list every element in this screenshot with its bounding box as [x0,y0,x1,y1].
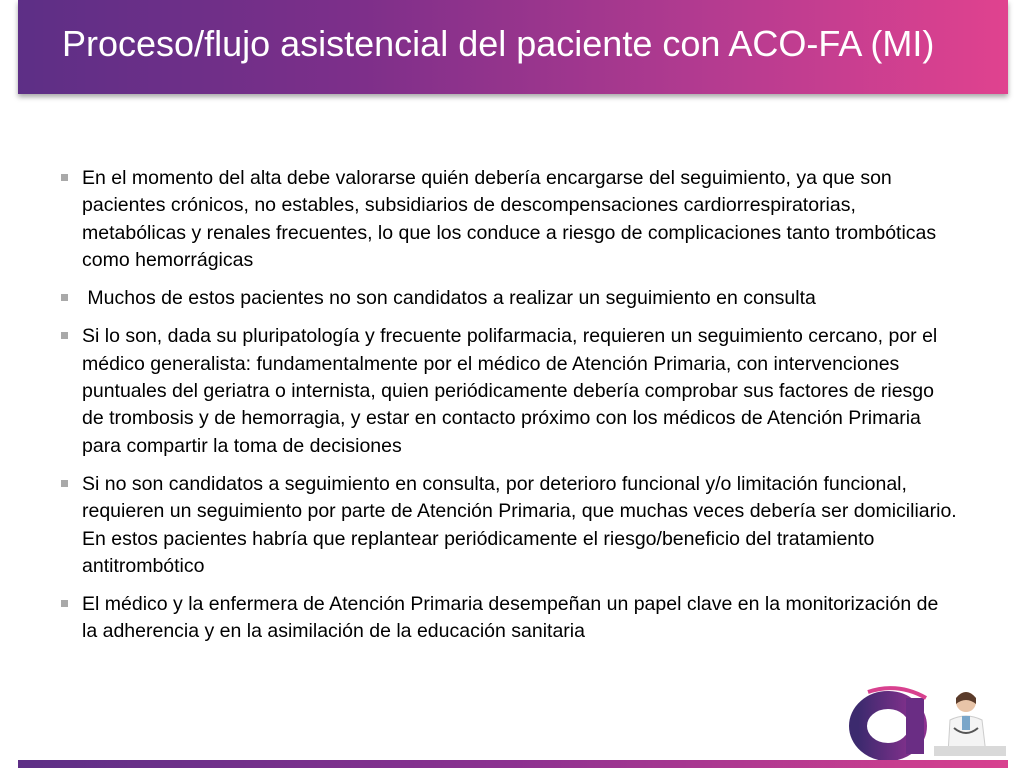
bullet-item [58,591,958,646]
bullet-square-icon [61,480,68,487]
bullet-item [58,471,958,580]
bullet-text: Si lo son, dada su pluripatología y frecuente polifarmacia, requieren un seguimiento cercano, por el médico generalista: fundamentalmente por el médico de Atención Primaria, con intervenciones puntuales del geriatra o internista, quien periódicamente debería comprobar sus factores de riesgo de trombosis y de hemorragia, y estar en contacto próximo con los médicos de Atención Primaria para compartir la toma de decisiones [82,325,938,457]
title-bar [18,0,1008,94]
brand-logo [838,684,1008,760]
bullet-square-icon [61,600,68,607]
bullet-square-icon [61,294,68,301]
letter-a-logo-icon [838,684,1008,760]
bullet-item [58,323,958,459]
bullet-item [58,285,958,312]
bullet-text: Muchos de estos pacientes no son candidatos a realizar un seguimiento en consulta [82,287,816,310]
footer-bar [18,760,1008,768]
bullet-item [58,165,958,274]
bullet-square-icon [61,174,68,181]
bullet-text: Si no son candidatos a seguimiento en consulta, por deterioro funcional y/o limitación funcional, requieren un seguimiento por parte de Atención Primaria, que muchas veces debería ser domiciliario. En estos pacientes habría que replantear periódicamente el riesgo/beneficio del tratamiento antitrombótico [82,472,957,577]
bullet-text: El médico y la enfermera de Atención Primaria desempeñan un papel clave en la monitorización de la adherencia y en la asimilación de la educación sanitaria [82,593,939,643]
bullet-text: En el momento del alta debe valorarse quién debería encargarse del seguimiento, ya que son pacientes crónicos, no estables, subsidiarios de descompensaciones cardiorrespiratorias, metabólicas y renales frecuentes, lo que los conduce a riesgo de complicaciones tanto trombóticas como hemorrágicas [82,167,937,271]
slide-title: Proceso/flujo asistencial del paciente con ACO-FA (MI) [62,23,935,64]
bullet-square-icon [61,332,68,339]
bullet-list [58,165,958,657]
